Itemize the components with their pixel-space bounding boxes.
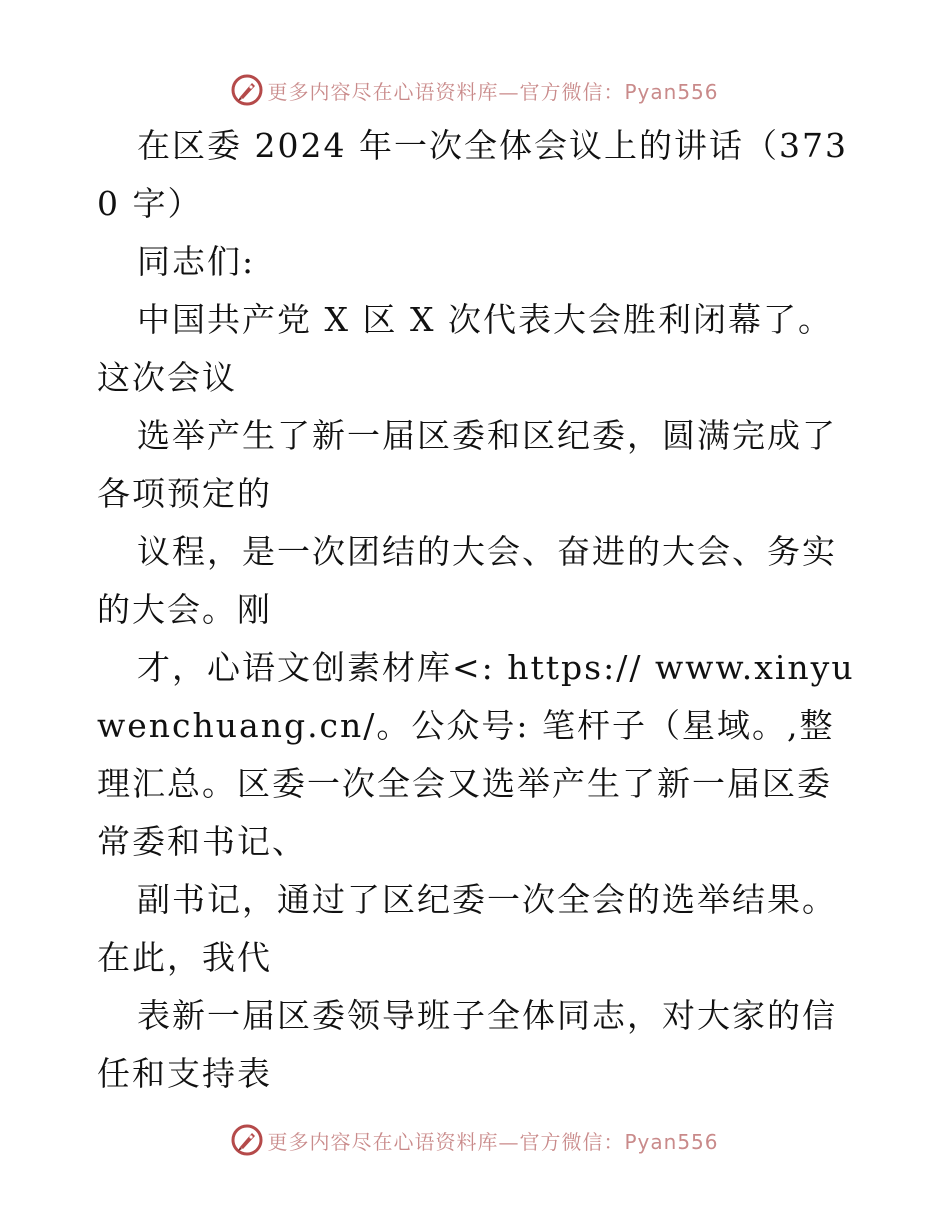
header-banner — [0, 70, 950, 110]
header-wechat-id: Pyan556 — [624, 79, 719, 104]
footer-dash: — — [498, 1129, 520, 1154]
body-paragraph: 副书记，通过了区纪委一次全会的选举结果。在此，我代 — [97, 880, 837, 977]
salutation: 同志们: — [137, 242, 256, 281]
header-site-text: 更多内容尽在心语资料库 — [267, 79, 499, 104]
body-paragraph: 议程，是一次团结的大会、奋进的大会、务实的大会。刚 — [97, 532, 837, 629]
fountain-pen-seal-icon — [231, 1124, 263, 1156]
header-banner-text — [267, 76, 718, 105]
speech-title: 在区委 2024 年一次全体会议上的讲话（3730 字） — [97, 126, 848, 223]
body-paragraph: 表新一届区委领导班子全体同志，对大家的信任和支持表 — [97, 996, 837, 1093]
header-dash: — — [498, 79, 520, 104]
document-body — [97, 117, 857, 1103]
footer-wechat-id: Pyan556 — [624, 1129, 719, 1154]
body-paragraph: 才，心语文创素材库<: https:// www.xinyuwenchuang.cn/。公众号: 笔杆子（星域。,整理汇总。区委一次全会又选举产生了新一届区委常委和书记、 — [97, 648, 855, 861]
footer-banner-text — [267, 1126, 718, 1155]
footer-wechat-label: 官方微信： — [519, 1129, 625, 1154]
body-paragraph: 中国共产党 X 区 X 次代表大会胜利闭幕了。这次会议 — [97, 300, 833, 397]
fountain-pen-seal-icon — [231, 74, 263, 106]
footer-site-text: 更多内容尽在心语资料库 — [267, 1129, 499, 1154]
footer-banner — [0, 1120, 950, 1160]
header-wechat-label: 官方微信： — [519, 79, 625, 104]
body-paragraph: 选举产生了新一届区委和区纪委，圆满完成了各项预定的 — [97, 416, 837, 513]
